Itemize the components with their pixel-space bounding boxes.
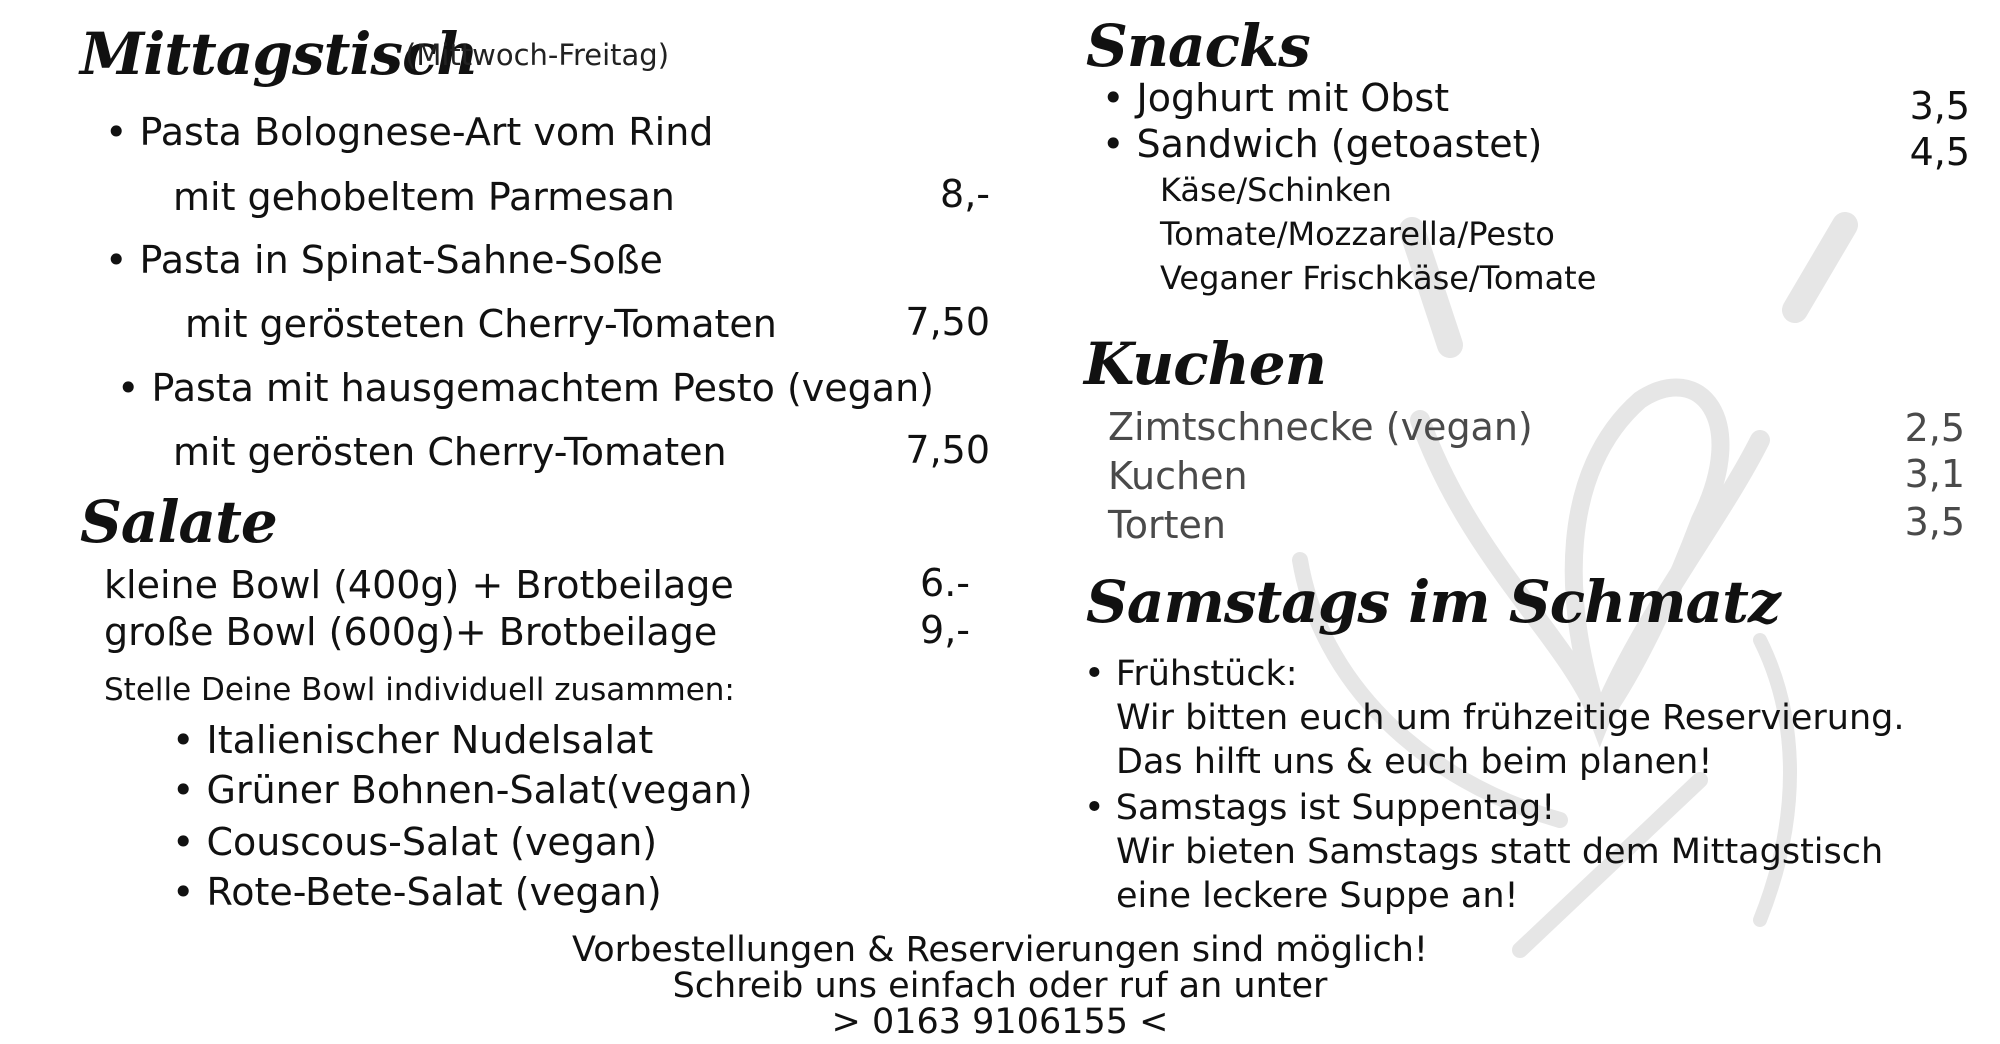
salate-bowl-small: kleine Bowl (400g) + Brotbeilage bbox=[104, 563, 734, 607]
mittagstisch-item-2-name: • Pasta in Spinat-Sahne-Soße bbox=[105, 238, 663, 282]
salate-option-4: • Rote-Bete-Salat (vegan) bbox=[172, 870, 662, 914]
samstags-heading: Samstags im Schmatz bbox=[1086, 568, 1780, 636]
samstags-fruehstueck-line-1: Wir bitten euch um frühzeitige Reservierung. bbox=[1116, 698, 1905, 738]
mittagstisch-item-3-name: • Pasta mit hausgemachtem Pesto (vegan) bbox=[117, 366, 934, 410]
salate-option-3: • Couscous-Salat (vegan) bbox=[172, 820, 658, 864]
mittagstisch-item-1-price: 8,- bbox=[940, 172, 990, 216]
samstags-suppentag-line-1: Wir bieten Samstags statt dem Mittagstisch bbox=[1116, 832, 1884, 872]
footer-phone-number: > 0163 9106155 < bbox=[831, 1002, 1169, 1042]
salate-custom-heading: Stelle Deine Bowl individuell zusammen: bbox=[104, 672, 735, 708]
mittagstisch-subtitle: (Mittwoch-Freitag) bbox=[405, 38, 670, 72]
footer-preorder-note: Vorbestellungen & Reservierungen sind möglich! bbox=[572, 930, 1428, 970]
salate-bowl-large-price: 9,- bbox=[920, 608, 970, 652]
kuchen-item-2-price: 3,1 bbox=[1904, 452, 1965, 496]
kuchen-item-3: Torten bbox=[1108, 503, 1226, 547]
mittagstisch-item-1-desc: mit gehobeltem Parmesan bbox=[173, 175, 675, 219]
samstags-suppentag-heading: • Samstags ist Suppentag! bbox=[1084, 788, 1556, 828]
mittagstisch-item-2-desc: mit gerösteten Cherry-Tomaten bbox=[185, 302, 777, 346]
footer-contact-note: Schreib uns einfach oder ruf an unter bbox=[672, 966, 1328, 1006]
kuchen-item-2: Kuchen bbox=[1108, 454, 1248, 498]
samstags-fruehstueck-line-2: Das hilft uns & euch beim planen! bbox=[1116, 742, 1713, 782]
mittagstisch-item-3-price: 7,50 bbox=[905, 428, 990, 472]
snacks-item-2: • Sandwich (getoastet) bbox=[1102, 122, 1543, 166]
kuchen-item-1-price: 2,5 bbox=[1904, 406, 1965, 450]
kuchen-heading: Kuchen bbox=[1084, 330, 1326, 398]
sandwich-option-2: Tomate/Mozzarella/Pesto bbox=[1160, 215, 1555, 253]
salate-option-1: • Italienischer Nudelsalat bbox=[172, 718, 654, 762]
salate-bowl-large: große Bowl (600g)+ Brotbeilage bbox=[104, 610, 718, 654]
snacks-item-1: • Joghurt mit Obst bbox=[1102, 76, 1450, 120]
salate-option-2: • Grüner Bohnen-Salat(vegan) bbox=[172, 768, 753, 812]
mittagstisch-heading: Mittagstisch bbox=[80, 20, 478, 88]
mittagstisch-item-3-desc: mit gerösten Cherry-Tomaten bbox=[173, 430, 727, 474]
kuchen-item-1: Zimtschnecke (vegan) bbox=[1108, 405, 1533, 449]
sandwich-option-3: Veganer Frischkäse/Tomate bbox=[1160, 259, 1597, 297]
mittagstisch-item-2-price: 7,50 bbox=[905, 300, 990, 344]
snacks-item-2-price: 4,5 bbox=[1909, 130, 1970, 174]
snacks-heading: Snacks bbox=[1086, 12, 1310, 80]
snacks-item-1-price: 3,5 bbox=[1909, 84, 1970, 128]
sandwich-option-1: Käse/Schinken bbox=[1160, 171, 1392, 209]
kuchen-item-3-price: 3,5 bbox=[1904, 500, 1965, 544]
salate-bowl-small-price: 6.- bbox=[920, 561, 970, 605]
samstags-fruehstueck-heading: • Frühstück: bbox=[1084, 654, 1298, 694]
salate-heading: Salate bbox=[80, 488, 277, 556]
mittagstisch-item-1-name: • Pasta Bolognese-Art vom Rind bbox=[105, 110, 714, 154]
samstags-suppentag-line-2: eine leckere Suppe an! bbox=[1116, 876, 1519, 916]
